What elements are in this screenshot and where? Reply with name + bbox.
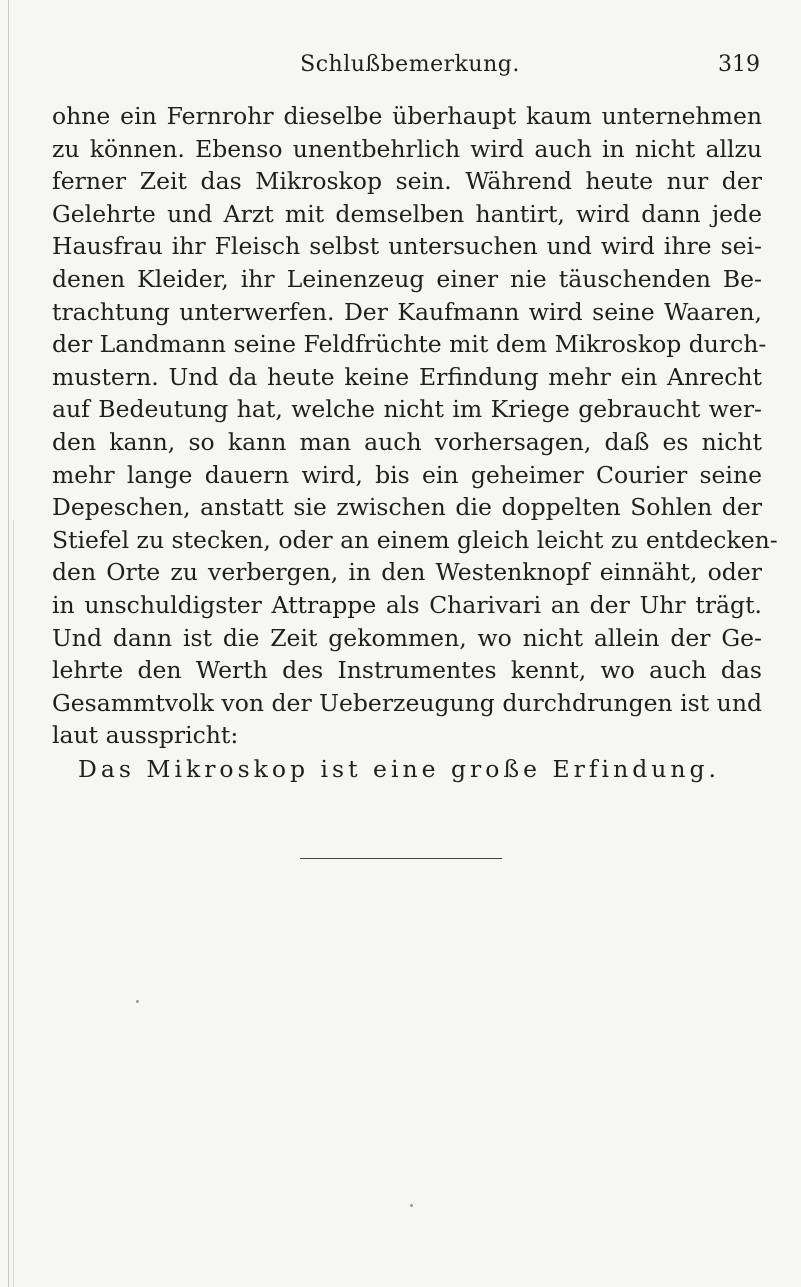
text-line: Und dann ist die Zeit gekommen, wo nicht allein der Ge- [52, 623, 762, 652]
text-line: den Orte zu verbergen, in den Westenknopf einnäht, oder [52, 558, 762, 587]
text-line: auf Bedeutung hat, welche nicht im Kriege gebraucht wer- [52, 395, 762, 424]
text-line: mehr lange dauern wird, bis ein geheimer Courier seine [52, 460, 762, 489]
text-line: ferner Zeit das Mikroskop sein. Während heute nur der [52, 167, 762, 196]
running-head [60, 44, 760, 84]
text-line: Hausfrau ihr Fleisch selbst untersuchen und wird ihre sei- [52, 232, 762, 261]
text-line: trachtung unterwerfen. Der Kaufmann wird seine Waaren, [52, 297, 762, 326]
page-gutter-shadow [13, 520, 14, 1287]
text-line: der Landmann seine Feldfrüchte mit dem Mikroskop durch- [52, 330, 767, 359]
text-line: Gesammtvolk von der Ueberzeugung durchdrungen ist und [52, 688, 762, 717]
text-line: Stiefel zu stecken, oder an einem gleich leicht zu entdecken- [52, 525, 778, 554]
text-line: lehrte den Werth des Instrumentes kennt, wo auch das [52, 656, 762, 685]
text-line: Gelehrte und Arzt mit demselben hantirt, wird dann jede [52, 199, 762, 228]
section-end-rule [300, 858, 502, 859]
text-line: Depeschen, anstatt sie zwischen die doppelten Sohlen der [52, 493, 762, 522]
text-line: mustern. Und da heute keine Erfindung mehr ein Anrecht [52, 362, 762, 391]
paper-speck [410, 1204, 413, 1207]
text-line: laut ausspricht: [52, 721, 239, 750]
running-title: Schlußbemerkung. [300, 52, 520, 77]
text-line: denen Kleider, ihr Leinenzeug einer nie täuschenden Be- [52, 264, 762, 293]
body-text [52, 100, 778, 786]
text-line: in unschuldigster Attrappe als Charivari an der Uhr trägt. [52, 590, 762, 619]
closing-emphasis-line: Das Mikroskop ist eine große Erfindung. [78, 754, 721, 783]
page-gutter-edge [8, 0, 9, 1287]
text-line: ohne ein Fernrohr dieselbe überhaupt kaum unternehmen [52, 102, 762, 130]
page-number: 319 [718, 52, 760, 77]
text-line: zu können. Ebenso unentbehrlich wird auch in nicht allzu [52, 134, 762, 163]
text-line: den kann, so kann man auch vorhersagen, daß es nicht [52, 427, 762, 456]
paper-speck [136, 1000, 139, 1003]
